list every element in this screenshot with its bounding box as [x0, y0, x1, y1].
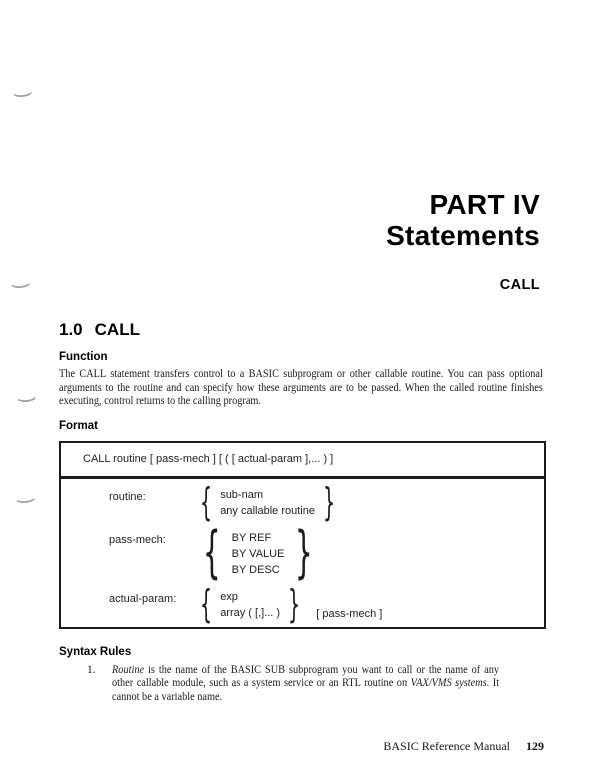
page-footer: [59, 739, 544, 754]
format-definition-actual-param: [61, 582, 544, 627]
brace-group: [194, 582, 306, 627]
left-brace-icon: {: [202, 520, 221, 586]
syntax-rule-item: [59, 664, 544, 705]
format-definition-pass-mech: [61, 520, 544, 586]
binding-mark: [15, 390, 37, 403]
option: BY REF: [231, 531, 272, 544]
running-head: CALL: [499, 277, 540, 293]
binding-mark: [14, 491, 36, 504]
definition-options: [220, 487, 315, 519]
section-number: 1.0: [59, 320, 83, 339]
definition-options: [232, 530, 285, 578]
part-subtitle: Statements: [386, 220, 540, 251]
left-brace-icon: {: [200, 582, 213, 627]
left-brace-icon: {: [200, 480, 213, 525]
page-number: 129: [526, 739, 544, 753]
syntax-rules-heading: Syntax Rules: [59, 645, 132, 658]
page-content: [59, 321, 544, 704]
part-title: PART IV: [429, 189, 540, 220]
format-box: [59, 441, 546, 629]
rule-segment: VAX/VMS systems: [410, 677, 487, 689]
rule-segment: . It cannot be a variable name.: [112, 677, 500, 703]
brace-group: [194, 520, 322, 586]
part-heading: [386, 189, 540, 251]
function-heading: Function: [59, 351, 108, 363]
definition-options: [220, 589, 280, 621]
option: any callable routine: [220, 504, 315, 517]
right-brace-icon: }: [295, 520, 314, 586]
manual-title: BASIC Reference Manual: [383, 739, 510, 753]
definition-suffix: [ pass-mech ]: [316, 607, 383, 620]
rule-segment: is the name of the BASIC SUB subprogram you want to call or the name of any other callable module, such as a system service or an RTL routine on: [112, 663, 500, 689]
brace-group: [194, 480, 341, 525]
option: sub-nam: [220, 488, 263, 501]
section-heading: [59, 321, 544, 339]
syntax-line: CALL routine [ pass-mech ] [ ( [ actual-param ],... ) ]: [61, 443, 544, 479]
section-title: CALL: [94, 320, 140, 339]
format-heading: Format: [59, 419, 98, 432]
definition-term: pass-mech:: [109, 533, 166, 546]
right-brace-icon: }: [323, 480, 336, 525]
option: BY DESC: [231, 563, 280, 576]
definition-term: actual-param:: [109, 592, 177, 605]
binding-mark: [11, 85, 33, 98]
function-body: The CALL statement transfers control to a BASIC subprogram or other callable routine. You can pass optional arguments to the routine and can specify how these arguments are to be passed. When the called routine finishes executing, control returns to the calling program.: [59, 368, 543, 407]
right-brace-icon: }: [288, 582, 301, 627]
definition-term: routine:: [109, 490, 146, 503]
option: array ( [,]... ): [220, 606, 281, 619]
rule-text: [112, 664, 499, 705]
rule-number: 1.: [87, 663, 96, 676]
option: exp: [220, 590, 238, 603]
format-definition-routine: [61, 480, 544, 525]
binding-mark: [9, 276, 31, 289]
option: BY VALUE: [231, 547, 285, 560]
rule-segment: Routine: [112, 663, 145, 676]
format-definitions: [61, 479, 544, 627]
